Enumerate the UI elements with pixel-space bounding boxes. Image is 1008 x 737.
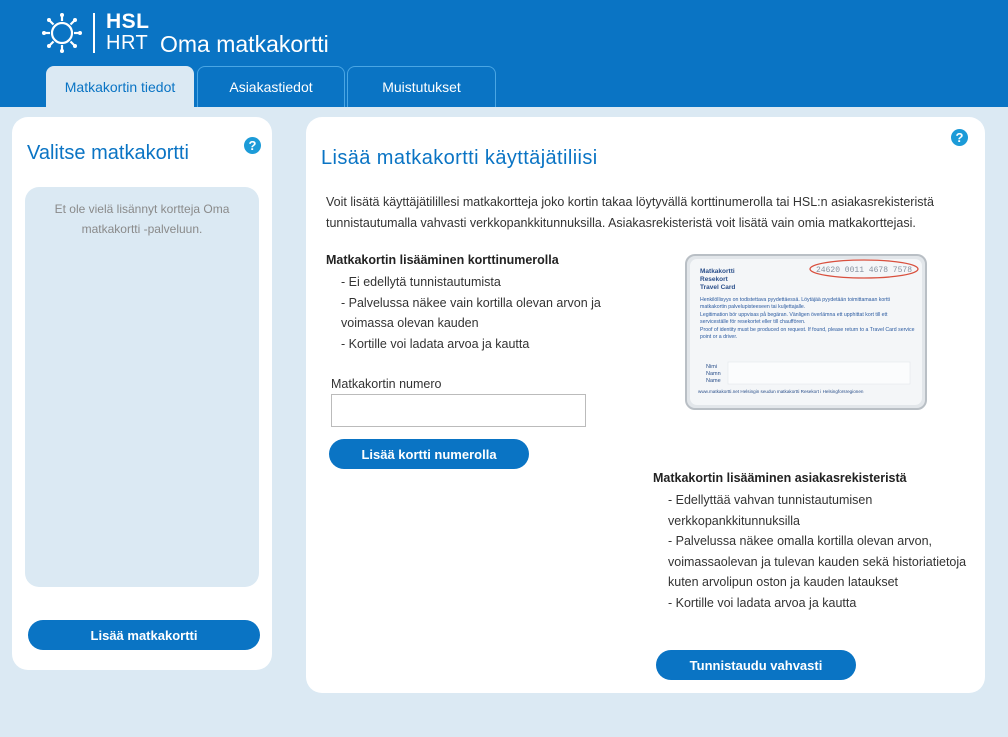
logo-hsl-text: HSL <box>106 10 150 33</box>
sidebar-title: Valitse matkakortti <box>27 142 189 164</box>
intro-text: Voit lisätä käyttäjätilillesi matkakortteja joko kortin takaa löytyvällä korttinumerolla tai HSL:n asiakasrekisteristä tunnistautumalla vahvasti verkkopankkitunnuksilla. Asiakasrekisteristä voit lisätä vain omia matkakorttejasi. <box>326 195 934 230</box>
card-title-line: Resekort <box>700 276 728 283</box>
card-footer-text: www.matkakortti.net Helsingin seudun matkakortti Resekort i Helsingforsregionen <box>698 389 864 394</box>
hsl-logo-icon <box>42 13 82 53</box>
card-selection-sidebar <box>12 117 272 670</box>
travel-card-image <box>684 253 928 411</box>
logo-divider <box>93 13 95 53</box>
by-number-heading: Matkakortin lisääminen korttinumerolla <box>326 253 559 267</box>
help-icon[interactable]: ? <box>244 137 261 154</box>
card-title-line: Matkakortti <box>700 268 735 275</box>
card-name-label: Nimi <box>706 364 717 370</box>
card-title-line: Travel Card <box>700 284 736 291</box>
list-item: - Palvelussa näkee omalla kortilla olevan arvon, voimassaolevan ja tulevan kauden sekä historiatietoja kuten arvolipun oston ja kauden lataukset <box>668 534 967 589</box>
app-header <box>0 0 1008 107</box>
card-text-en: Proof of identity must be produced on request. If found, please return to a Travel Card service point or a driver. <box>700 327 915 340</box>
list-item: - Ei edellytä tunnistautumista <box>341 275 501 289</box>
logo-hrt-text: HRT <box>106 32 149 54</box>
list-item: - Palvelussa näkee vain kortilla olevan arvon ja voimassa olevan kauden <box>341 295 601 330</box>
card-name-label: Namn <box>706 371 721 377</box>
list-item: - Kortille voi ladata arvoa ja kautta <box>668 595 857 610</box>
card-text-fi: Henkilöllisyys on todistettava pyydettäessä. Löytäjää pyydetään toimittamaan kortti matkakortin palvelupisteeseen tai kuljettajalle. <box>700 297 891 310</box>
by-register-heading: Matkakortin lisääminen asiakasrekisteristä <box>653 471 907 485</box>
tab-muistutukset[interactable]: Muistutukset <box>347 66 496 107</box>
help-icon[interactable]: ? <box>951 129 968 146</box>
add-travel-card-button[interactable]: Lisää matkakortti <box>28 620 260 650</box>
card-number-input[interactable] <box>331 394 586 427</box>
by-register-bullets <box>668 490 968 613</box>
list-item: - Kortille voi ladata arvoa ja kautta <box>341 336 530 351</box>
card-number-label: Matkakortin numero <box>331 377 442 391</box>
add-card-by-number-button[interactable]: Lisää kortti numerolla <box>329 439 529 469</box>
add-card-panel <box>306 117 985 693</box>
page-title: Lisää matkakortti käyttäjätiliisi <box>321 147 598 169</box>
empty-card-list-message: Et ole vielä lisännyt kortteja Oma matkakortti -palveluun. <box>54 202 230 236</box>
list-item: - Edellyttää vahvan tunnistautumisen verkkopankkitunnuksilla <box>668 493 873 528</box>
app-title: Oma matkakortti <box>160 31 329 57</box>
by-number-bullets <box>341 272 631 354</box>
card-text-sv: Legitimation bör uppvisas på begäran. Vänligen överlämna ett upphittat kort till ett serviceställe för resekortet eller till chauffören. <box>700 312 888 325</box>
card-number-text: 24620 0011 4678 7578 <box>815 266 913 275</box>
tab-matkakortin-tiedot[interactable]: Matkakortin tiedot <box>46 66 194 107</box>
card-name-label: Name <box>706 378 721 384</box>
tab-asiakastiedot[interactable]: Asiakastiedot <box>197 66 345 107</box>
card-list-empty <box>25 187 259 587</box>
strong-authentication-button[interactable]: Tunnistaudu vahvasti <box>656 650 856 680</box>
